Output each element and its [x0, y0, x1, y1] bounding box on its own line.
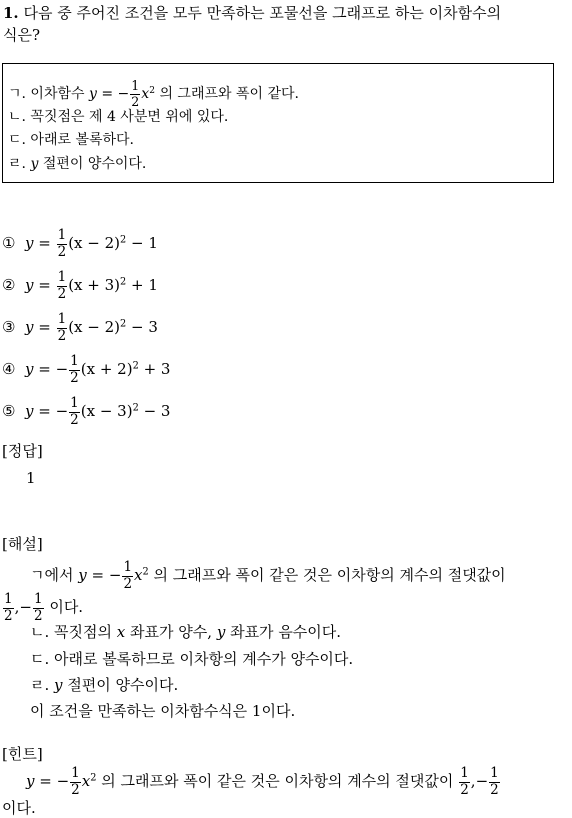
condition-2: ㄴ. 꼭짓점은 제 4 사분면 위에 있다. — [8, 109, 229, 125]
explanation-line-4: ㄷ. 아래로 볼록하므로 이차항의 계수가 양수이다. — [30, 650, 354, 668]
question-line-2: 식은? — [3, 26, 41, 44]
explanation-line-3: ㄴ. 꼭짓점의 x 좌표가 양수, y 좌표가 음수이다. — [30, 623, 342, 641]
fraction: $\frac{1}{2}$ — [57, 227, 67, 260]
explanation-line-5: ㄹ. y 절편이 양수이다. — [30, 676, 179, 694]
option-marker: ① — [2, 234, 16, 252]
option-marker: ③ — [2, 318, 16, 336]
fraction: $\frac{1}{2}$ — [57, 269, 67, 302]
hint-heading: [힌트] — [2, 745, 43, 763]
hint-line-2: 이다. — [2, 799, 36, 817]
option-marker: ② — [2, 276, 16, 294]
explanation-line-1: ㄱ에서 y = − $\frac{1}{2}$ $x^2$ 의 그래프와 폭이 같은 것은 이차항의 계수의 절댓값이 — [30, 559, 506, 592]
option-3[interactable]: ③ y = $\frac{1}{2}$ $(x - 2)^2 - 3$ — [2, 311, 158, 344]
option-2[interactable]: ② y = $\frac{1}{2}$ $(x + 3)^2 + 1$ — [2, 269, 158, 302]
fraction: $\frac{1}{2}$ — [70, 395, 79, 428]
option-1[interactable]: ① y = $\frac{1}{2}$ $(x - 2)^2 - 1$ — [2, 227, 158, 260]
question-line-1 — [3, 3, 501, 23]
option-marker: ④ — [2, 360, 16, 378]
hint-line-1: y = − $\frac{1}{2}$ $x^2$ 의 그래프와 폭이 같은 것은 이차항의 계수의 절댓값이 $\frac{1}{2}$ ,− $\frac{1}{2}$ — [26, 765, 499, 798]
fraction: $\frac{1}{2}$ — [131, 78, 140, 109]
answer-heading: [정답] — [2, 442, 43, 460]
explanation-line-2: $\frac{1}{2}$ ,− $\frac{1}{2}$ 이다. — [4, 591, 84, 624]
option-4[interactable]: ④ y = − $\frac{1}{2}$ $(x + 2)^2 + 3$ — [2, 353, 171, 386]
answer-value: 1 — [26, 469, 36, 487]
condition-3: ㄷ. 아래로 볼록하다. — [8, 132, 134, 148]
explanation-heading: [해설] — [2, 535, 43, 553]
explanation-line-6: 이 조건을 만족하는 이차함수식은 1이다. — [30, 702, 296, 720]
question-text: 다음 중 주어진 조건을 모두 만족하는 포물선을 그래프로 하는 이차함수의 — [23, 4, 502, 22]
fraction: $\frac{1}{2}$ — [57, 311, 67, 344]
option-5[interactable]: ⑤ y = − $\frac{1}{2}$ $(x - 3)^2 - 3$ — [2, 395, 171, 428]
question-number: 1. — [3, 4, 19, 22]
condition-4: ㄹ. y 절편이 양수이다. — [8, 156, 147, 172]
fraction: $\frac{1}{2}$ — [70, 353, 79, 386]
option-marker: ⑤ — [2, 402, 16, 420]
condition-1: ㄱ. 이차함수 y = − $\frac{1}{2}$ $x^2$ 의 그래프와 폭이 같다. — [8, 78, 299, 109]
